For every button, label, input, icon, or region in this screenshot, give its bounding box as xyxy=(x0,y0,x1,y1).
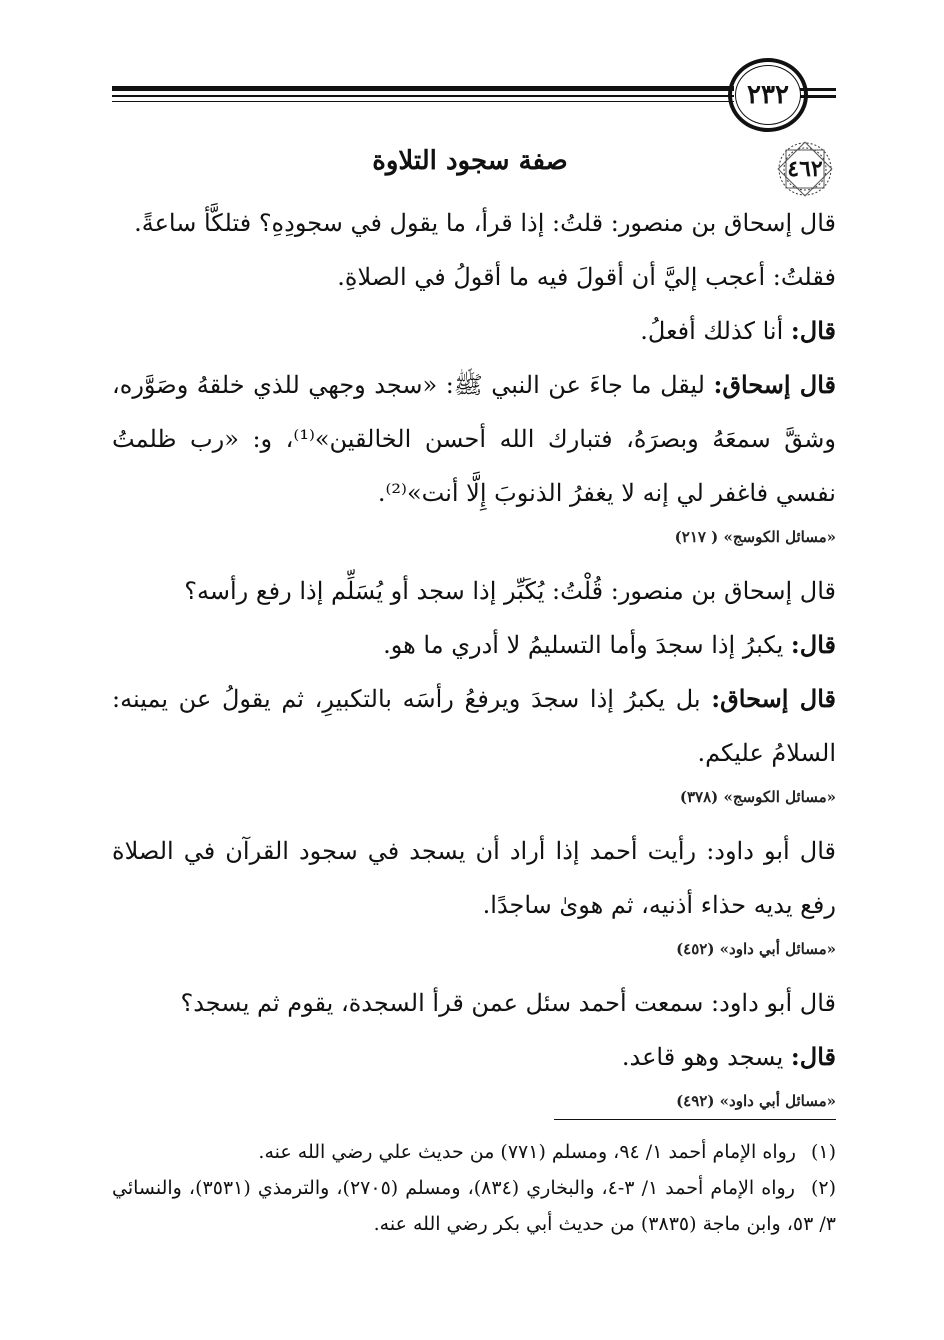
paragraph: قال إسحاق: بل يكبرُ إذا سجدَ ويرفعُ رأسَه بالتكبيرِ، ثم يقولُ عن يمينه: السلامُ عليكم. xyxy=(112,684,837,767)
speaker-label: قال إسحاق: xyxy=(711,684,837,713)
footnote-separator xyxy=(554,1119,836,1120)
paragraph: قال إسحاق بن منصور: قُلْتُ: يُكَبِّر إذا سجد أو يُسَلِّم إذا رفع رأسه؟ xyxy=(184,577,836,605)
source-citation: «مسائل أبي داود» (٤٥٢) xyxy=(676,940,836,958)
speaker-label: قال إسحاق: xyxy=(713,370,837,399)
header-rule xyxy=(112,86,734,102)
section-number-badge xyxy=(776,140,834,198)
entry xyxy=(112,564,836,812)
page-number: ٢٣٢ xyxy=(747,80,789,110)
paragraph: قال إسحاق بن منصور: قلتُ: إذا قرأ، ما يقول في سجودِهِ؟ فتلكَّأ ساعةً. xyxy=(134,209,836,237)
footnote-text: رواه الإمام أحمد ١/ ٣-٤، والبخاري (٨٣٤)، ومسلم (٢٧٠٥)، والترمذي (٣٥٣١)، والنسائي ٣/ ٥٣، وابن ماجة (٣٨٣٥) من حديث أبي بكر رضي الله عنه. xyxy=(112,1177,836,1235)
paragraph: فقلتُ: أعجب إليَّ أن أقولَ فيه ما أقولُ في الصلاةِ. xyxy=(337,263,836,291)
section-number: ٤٦٢ xyxy=(787,156,823,182)
entry xyxy=(112,196,836,552)
paragraph: قال أبو داود: رأيت أحمد إذا أراد أن يسجد في سجود القرآن في الصلاة رفع يديه حذاء أذنيه، ثم هوىٰ ساجدًا. xyxy=(112,837,836,919)
paragraph: قال أبو داود: سمعت أحمد سئل عمن قرأ السجدة، يقوم ثم يسجد؟ xyxy=(180,989,836,1017)
footnote-mark: (١) xyxy=(810,1141,836,1163)
paragraph: قال إسحاق: ليقل ما جاءَ عن النبي ﷺ: «سجد وجهي للذي خلقهُ وصَوَّره، وشقَّ سمعَهُ وبصرَهُ، فتبارك الله أحسن الخالقين»⁽¹⁾، و: «رب ظلمتُ نفسي فاغفر لي إنه لا يغفرُ الذنوبَ إِلَّا أنت»⁽²⁾. xyxy=(112,370,837,507)
footnotes xyxy=(112,1134,836,1242)
chapter-title: صفة سجود التلاوة xyxy=(372,146,568,176)
speaker-label: قال: xyxy=(790,1042,836,1071)
speaker-label: قال: xyxy=(790,316,836,345)
entry xyxy=(112,824,836,964)
source-citation: «مسائل الكوسج» (٣٧٨) xyxy=(679,788,836,806)
page-number-ornament xyxy=(728,58,808,132)
footnote-mark: (٢) xyxy=(810,1177,836,1199)
source-citation: «مسائل الكوسج» ( ٢١٧) xyxy=(674,528,836,546)
footnote xyxy=(112,1134,836,1170)
source-citation: «مسائل أبي داود» (٤٩٢) xyxy=(676,1092,836,1110)
entry xyxy=(112,976,836,1116)
footnote xyxy=(112,1170,836,1242)
paragraph: قال: أنا كذلك أفعلُ. xyxy=(640,316,836,345)
footnote-text: رواه الإمام أحمد ١/ ٩٤، ومسلم (٧٧١) من حديث علي رضي الله عنه. xyxy=(258,1141,796,1163)
paragraph: قال: يسجد وهو قاعد. xyxy=(621,1042,836,1071)
body-text xyxy=(112,196,836,1128)
speaker-label: قال: xyxy=(790,630,836,659)
paragraph: قال: يكبرُ إذا سجدَ وأما التسليمُ لا أدري ما هو. xyxy=(383,630,836,659)
